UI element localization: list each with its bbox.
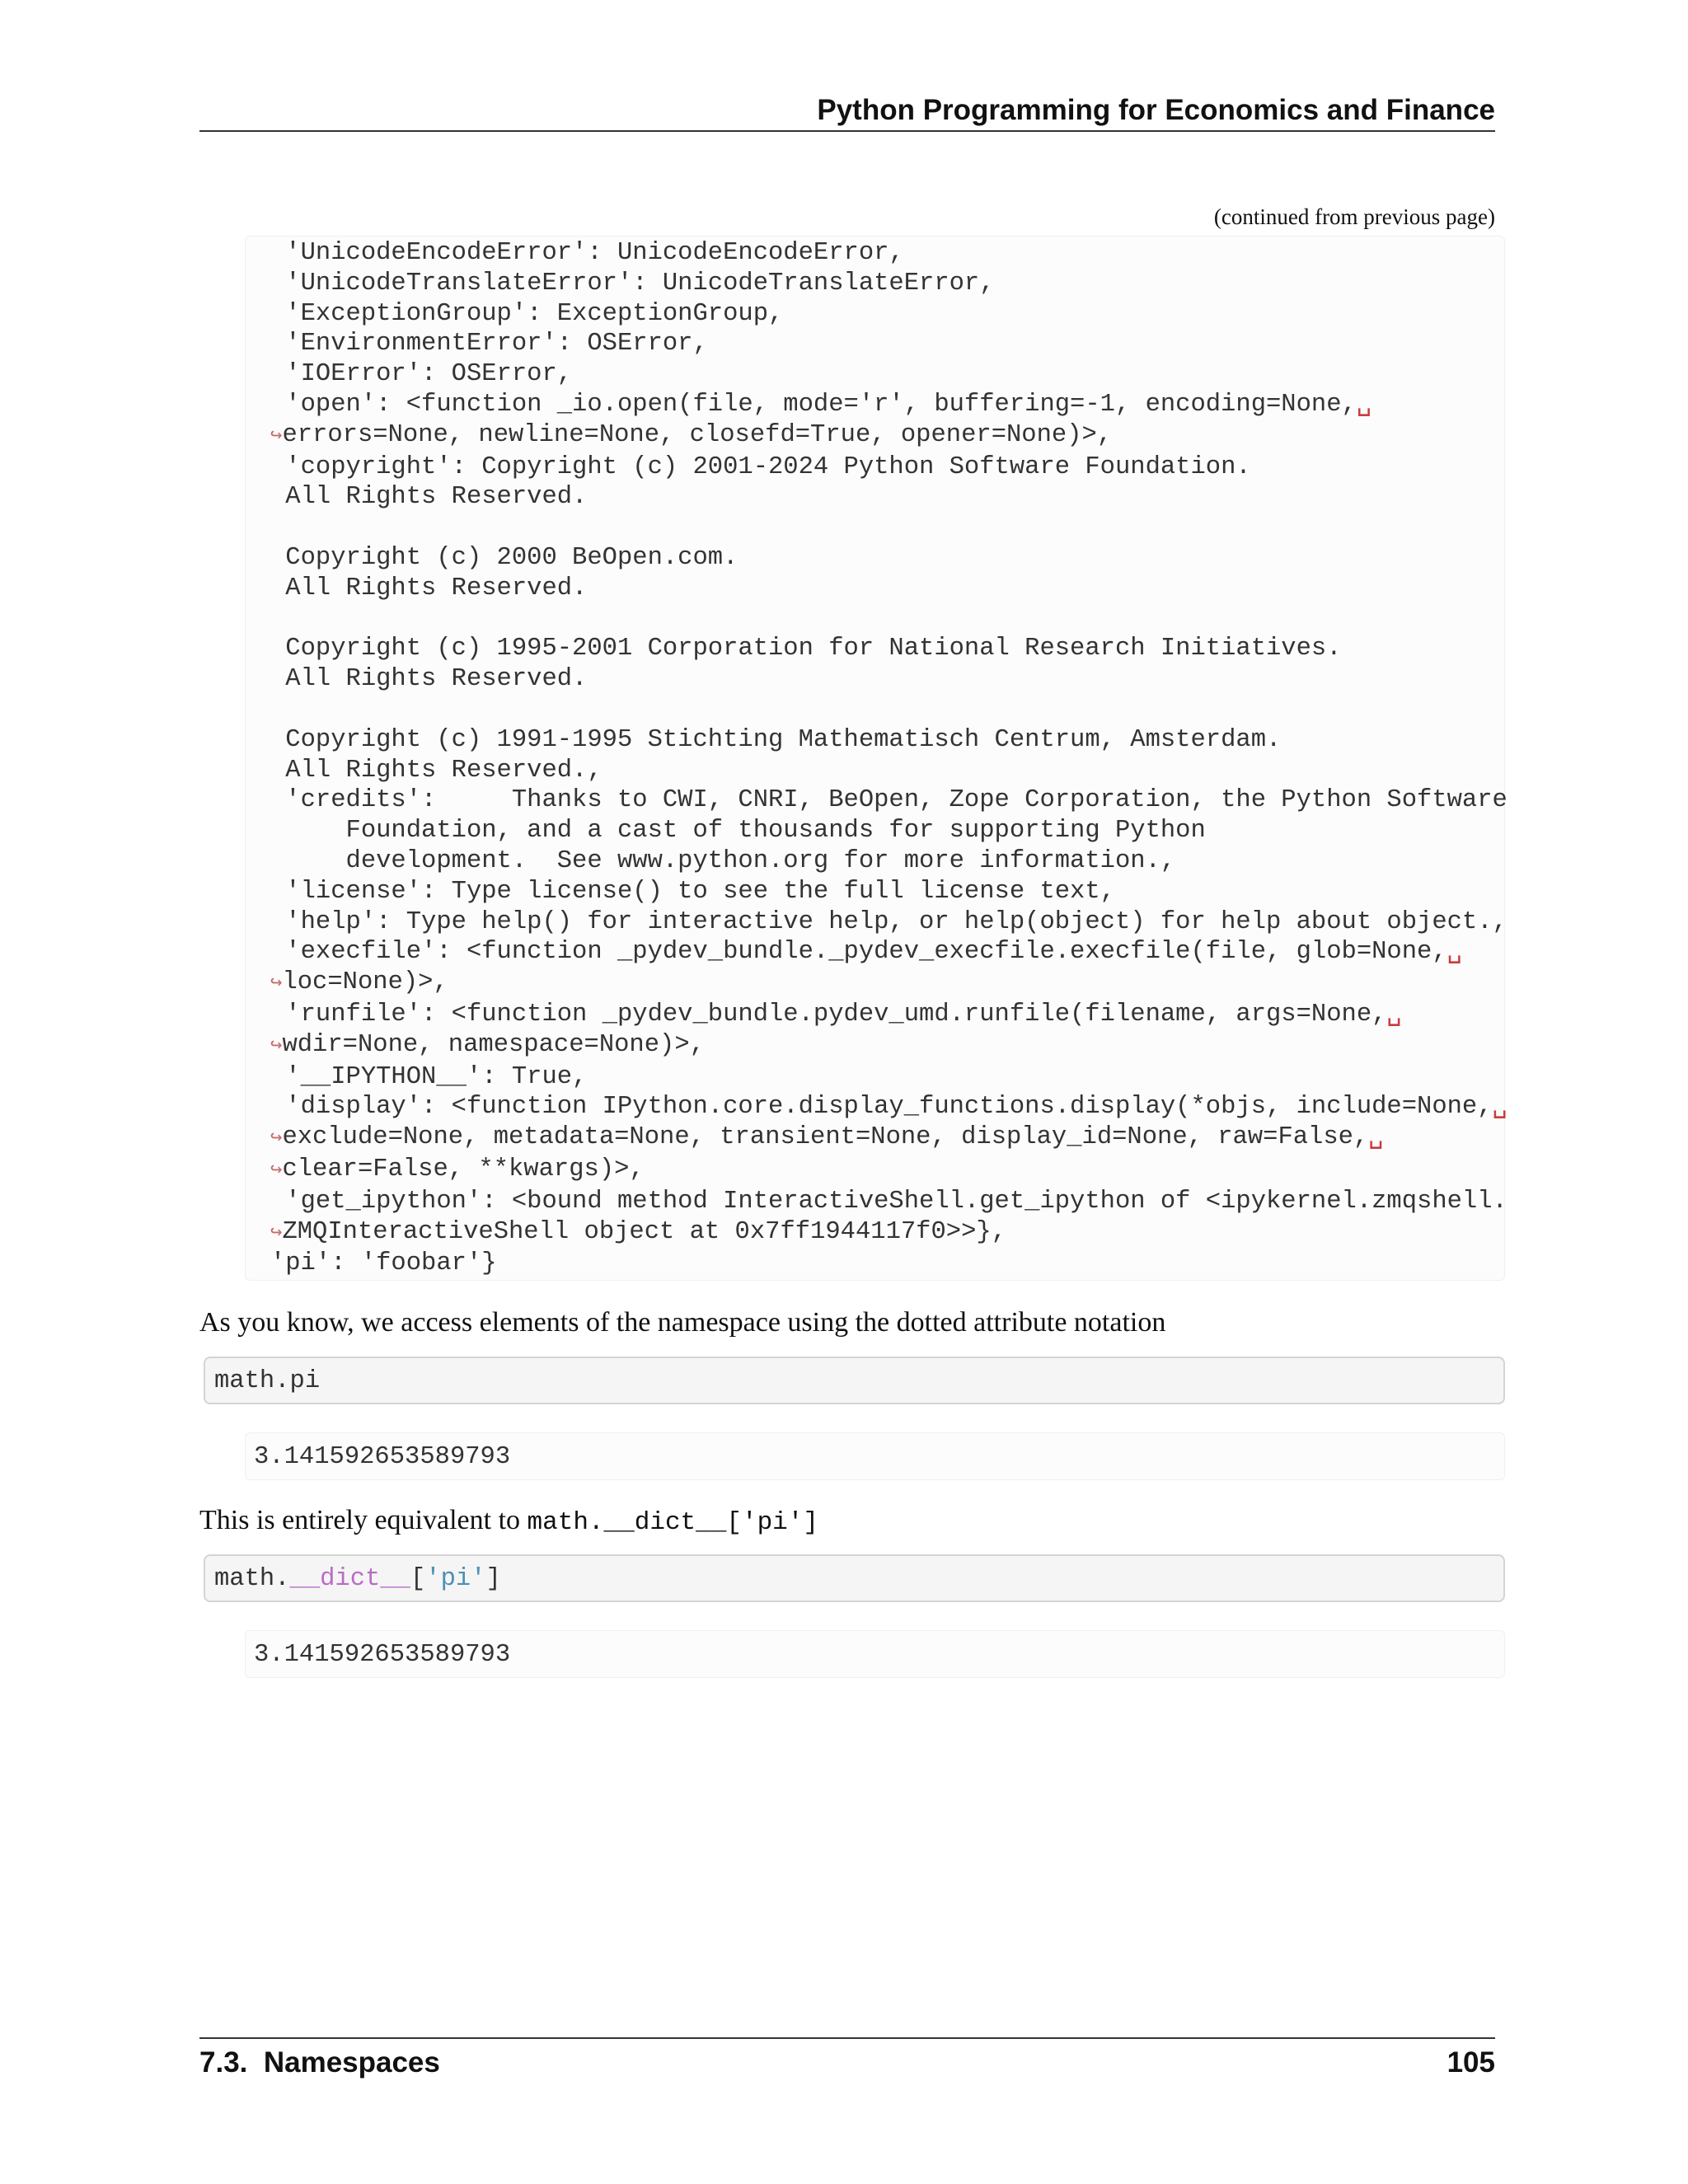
code-token-name: math. <box>214 1565 290 1593</box>
output-line: wdir=None, namespace=None)>, <box>282 1030 705 1059</box>
output-line: 'credits': Thanks to CWI, CNRI, BeOpen, Zope Corporation, the Python Software <box>270 786 1507 815</box>
line-wrap-arrow-icon: ↪ <box>270 1127 283 1151</box>
code-token-bracket: ] <box>485 1565 501 1593</box>
code-output-text: 3.141592653589793 <box>254 1641 511 1669</box>
output-line: All Rights Reserved., <box>270 756 603 785</box>
line-wrap-arrow-icon: ↪ <box>270 1221 283 1244</box>
running-header: Python Programming for Economics and Finance <box>817 94 1495 126</box>
output-line: development. See www.python.org for more information., <box>270 846 1176 875</box>
code-input-text[interactable]: math.pi <box>214 1367 321 1395</box>
code-cell-input[interactable] <box>204 1357 1505 1404</box>
output-line: 'UnicodeTranslateError': UnicodeTranslateError, <box>270 269 995 298</box>
output-line: Copyright (c) 2000 BeOpen.com. <box>270 543 738 572</box>
output-line: 'copyright': Copyright (c) 2001-2024 Python Software Foundation. <box>270 452 1251 481</box>
output-line: 'open': <function _io.open(file, mode='r', buffering=-1, encoding=None, <box>270 390 1357 419</box>
code-token-dunder: __dict__ <box>289 1565 410 1593</box>
output-line: 'EnvironmentError': OSError, <box>270 330 708 359</box>
output-line: loc=None)>, <box>282 968 448 997</box>
output-line: 'execfile': <function _pydev_bundle._pydev_execfile.execfile(file, glob=None, <box>270 938 1447 967</box>
footer-rule <box>199 2037 1495 2039</box>
output-line: 'help': Type help() for interactive help, or help(object) for help about object., <box>270 907 1507 936</box>
paragraph-text: This is entirely equivalent to <box>199 1505 528 1535</box>
output-line: clear=False, **kwargs)>, <box>282 1155 645 1183</box>
line-wrap-arrow-icon: ↪ <box>270 1159 283 1182</box>
output-line: ZMQInteractiveShell object at 0x7ff1944117f0>>}, <box>282 1217 1006 1246</box>
code-output-text: 3.141592653589793 <box>254 1443 511 1471</box>
output-line: '__IPYTHON__': True, <box>270 1062 588 1091</box>
namespace-output-text <box>270 238 1507 1279</box>
output-line: exclude=None, metadata=None, transient=None, display_id=None, raw=False, <box>282 1123 1369 1152</box>
visible-space-icon: ␣ <box>1447 938 1463 967</box>
visible-space-icon: ␣ <box>1356 390 1372 419</box>
inline-code: math.__dict__['pi'] <box>527 1508 818 1537</box>
output-line: 'pi': 'foobar'} <box>270 1249 497 1278</box>
code-cell-input[interactable] <box>204 1554 1505 1602</box>
output-line: All Rights Reserved. <box>270 483 588 512</box>
output-line: 'UnicodeEncodeError': UnicodeEncodeError, <box>270 239 904 267</box>
visible-space-icon: ␣ <box>1386 1000 1402 1029</box>
visible-space-icon: ␣ <box>1368 1123 1384 1152</box>
code-cell-output <box>245 1432 1505 1480</box>
namespace-output-block <box>245 236 1505 1281</box>
code-input-text[interactable] <box>214 1564 501 1595</box>
code-token-bracket: [ <box>410 1565 426 1593</box>
paragraph-equivalent <box>199 1503 818 1540</box>
line-wrap-arrow-icon: ↪ <box>270 424 283 448</box>
output-line: 'display': <function IPython.core.display_functions.display(*objs, include=None, <box>270 1093 1493 1122</box>
visible-space-icon: ␣ <box>1492 1093 1507 1122</box>
output-line: Copyright (c) 1991-1995 Stichting Mathematisch Centrum, Amsterdam. <box>270 725 1282 754</box>
output-line: 'IOError': OSError, <box>270 360 573 389</box>
continued-note: (continued from previous page) <box>1213 204 1495 229</box>
code-token-string: 'pi' <box>425 1565 486 1593</box>
footer-section-title: 7.3. Namespaces <box>199 2046 440 2079</box>
code-cell-output <box>245 1630 1505 1678</box>
output-line: Foundation, and a cast of thousands for supporting Python <box>270 817 1206 846</box>
output-line: errors=None, newline=None, closefd=True, opener=None)>, <box>282 420 1113 449</box>
page-number: 105 <box>1447 2046 1495 2079</box>
header-rule <box>199 130 1495 132</box>
output-line: 'license': Type license() to see the full license text, <box>270 877 1115 906</box>
line-wrap-arrow-icon: ↪ <box>270 972 283 996</box>
output-line: 'ExceptionGroup': ExceptionGroup, <box>270 299 784 328</box>
output-line: All Rights Reserved. <box>270 665 588 694</box>
line-wrap-arrow-icon: ↪ <box>270 1034 283 1057</box>
output-line: All Rights Reserved. <box>270 574 588 602</box>
output-line: 'runfile': <function _pydev_bundle.pydev_umd.runfile(filename, args=None, <box>270 1000 1387 1029</box>
output-line: 'get_ipython': <bound method InteractiveShell.get_ipython of <ipykernel.zmqshell. <box>270 1187 1507 1216</box>
output-line: Copyright (c) 1995-2001 Corporation for National Research Initiatives. <box>270 635 1342 663</box>
paragraph-dotted-notation: As you know, we access elements of the namespace using the dotted attribute notation <box>199 1307 1166 1338</box>
